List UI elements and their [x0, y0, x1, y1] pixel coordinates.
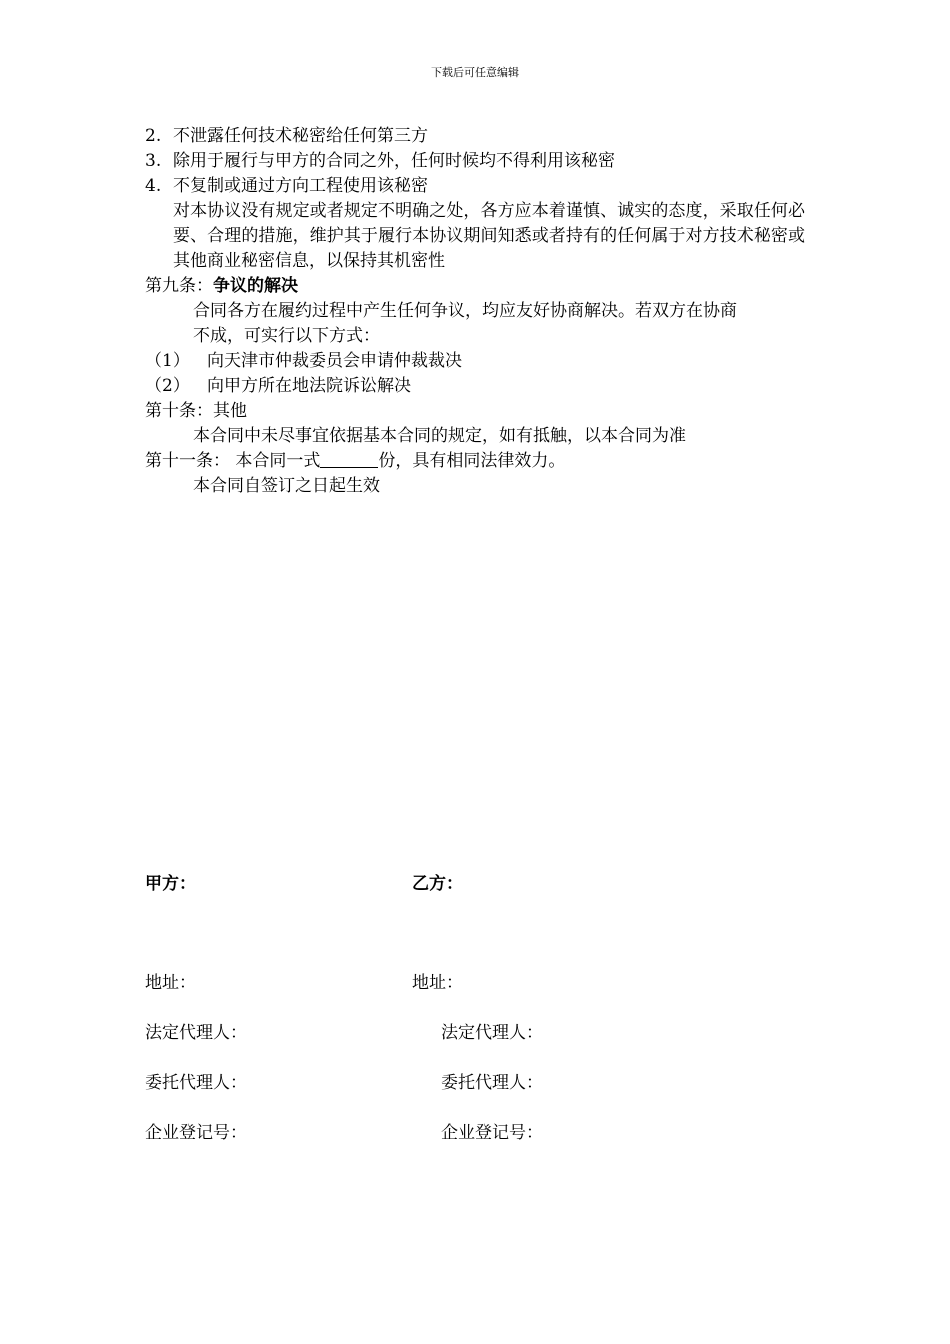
dispute-option-text: 向甲方所在地法院诉讼解决	[207, 376, 411, 396]
page-header: 下载后可任意编辑	[431, 66, 519, 79]
party-a-label: 甲方：	[145, 874, 196, 894]
article-9-body-line-2: 不成，可实行以下方式：	[193, 326, 380, 346]
list-item-text: 不泄露任何技术秘密给任何第三方	[173, 126, 428, 146]
article-9-body-line-1: 合同各方在履约过程中产生任何争议，均应友好协商解决。若双方在协商	[193, 301, 737, 321]
list-item-number: 3.	[145, 151, 162, 171]
party-a-address-label: 地址：	[145, 973, 196, 993]
party-b-registration-label: 企业登记号：	[441, 1123, 543, 1143]
list-item-text: 除用于履行与甲方的合同之外，任何时候均不得利用该秘密	[173, 151, 615, 171]
dispute-option-number: （1）	[145, 351, 190, 371]
party-b-address-label: 地址：	[412, 973, 463, 993]
article-11-suffix: 份，具有相同法律效力。	[378, 451, 566, 471]
party-a-agent-label: 委托代理人：	[145, 1073, 247, 1093]
confidentiality-paragraph: 对本协议没有规定或者规定不明确之处，各方应本着谨慎、诚实的态度，采取任何必要、合理的措施，维护其于履行本协议期间知悉或者持有的任何属于对方技术秘密或其他商业秘密信息，以保持其机密性	[173, 201, 805, 271]
article-9-prefix: 第九条：	[145, 276, 213, 296]
dispute-option	[145, 374, 411, 399]
article-9-heading	[145, 274, 298, 299]
party-a-legal-rep-label: 法定代理人：	[145, 1023, 247, 1043]
dispute-option-text: 向天津市仲裁委员会申请仲裁裁决	[207, 351, 462, 371]
list-item-number: 4.	[145, 176, 162, 196]
list-item	[145, 174, 428, 199]
article-10-heading: 第十条：其他	[145, 401, 247, 421]
list-item-number: 2.	[145, 126, 162, 146]
article-9-title: 争议的解决	[213, 276, 298, 296]
list-item-text: 不复制或通过方向工程使用该秘密	[173, 176, 428, 196]
dispute-option-number: （2）	[145, 376, 190, 396]
party-b-agent-label: 委托代理人：	[441, 1073, 543, 1093]
dispute-option	[145, 349, 462, 374]
copies-blank	[320, 449, 378, 468]
article-11-prefix: 第十一条： 本合同一式	[145, 451, 321, 471]
list-item	[145, 149, 615, 174]
list-item	[145, 124, 428, 149]
article-11-body: 本合同自签订之日起生效	[193, 476, 380, 496]
party-b-label: 乙方：	[412, 874, 463, 894]
party-a-registration-label: 企业登记号：	[145, 1123, 247, 1143]
party-b-legal-rep-label: 法定代理人：	[441, 1023, 543, 1043]
article-10-body: 本合同中未尽事宜依据基本合同的规定，如有抵触，以本合同为准	[193, 426, 686, 446]
article-11-heading	[145, 449, 565, 474]
